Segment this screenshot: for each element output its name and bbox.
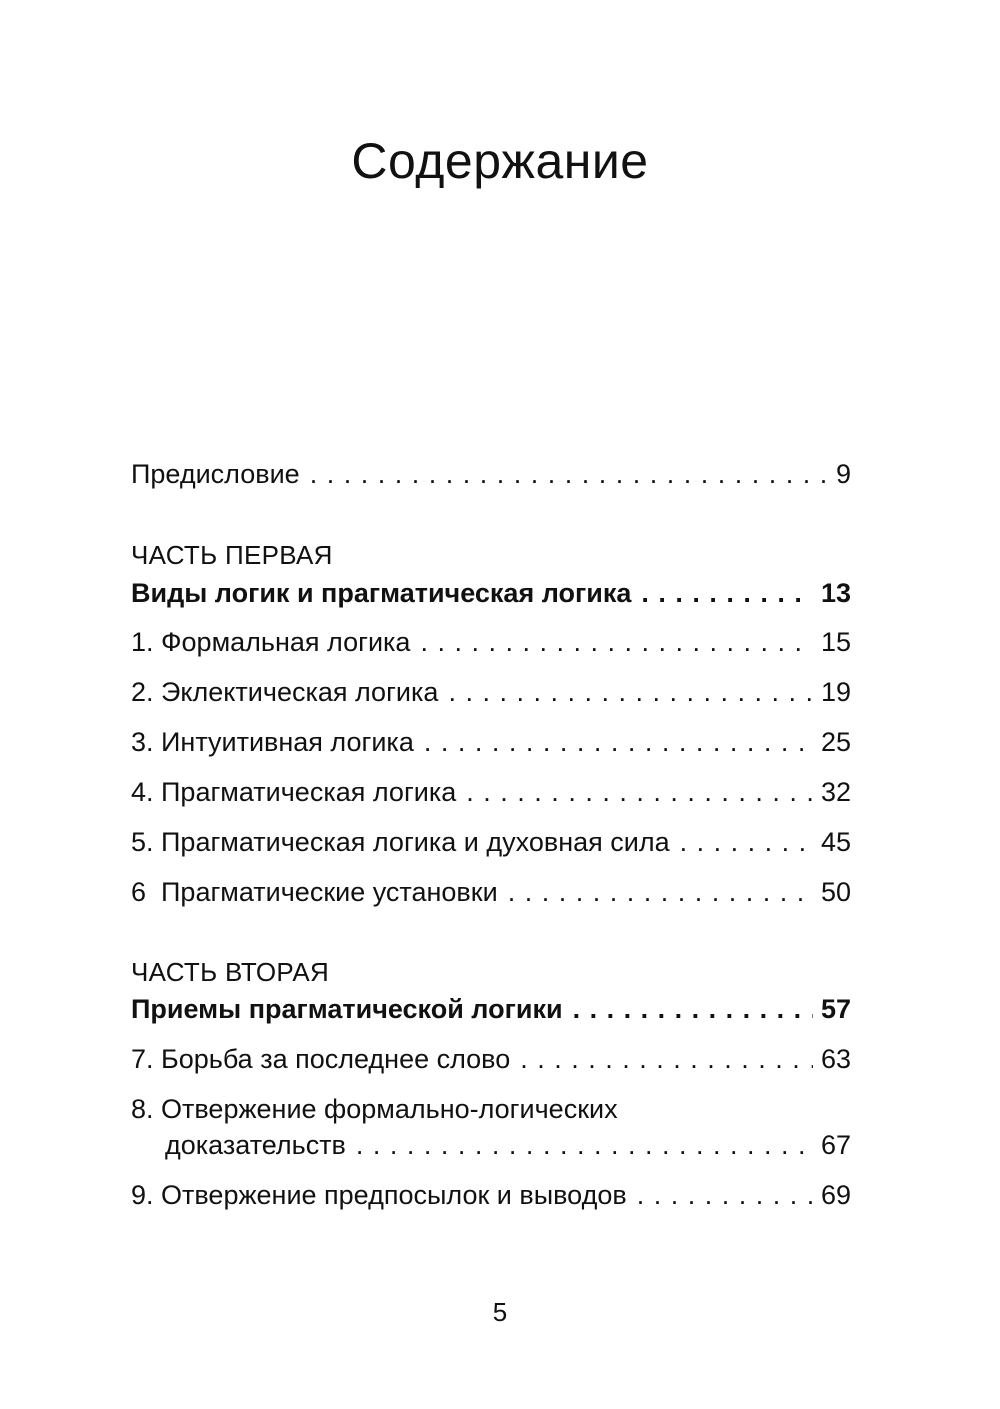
toc-entry-label: 5. Прагматическая логика и духовная сила (131, 827, 670, 857)
toc-entry-chapter-5[interactable] (131, 824, 851, 860)
toc-entry-page: 13 (820, 578, 851, 608)
dot-leader (420, 624, 813, 660)
toc-entry-page: 45 (820, 827, 851, 857)
toc-entry-part-two[interactable] (131, 991, 851, 1027)
dot-leader (573, 991, 813, 1027)
toc-entry-page: 15 (820, 627, 851, 657)
toc-entry-label: 6 Прагматические установки (131, 877, 498, 907)
toc-entry-label: 2. Эклектическая логика (131, 677, 439, 707)
dot-leader (466, 774, 813, 810)
toc-entry-chapter-1[interactable] (131, 624, 851, 660)
toc-entry-chapter-8-line1[interactable]: 8. Отвержение формально-логических (131, 1094, 618, 1124)
part-one-heading: ЧАСТЬ ПЕРВАЯ (131, 540, 333, 570)
toc-entry-label: 9. Отвержение предпосылок и выводов (131, 1180, 627, 1210)
toc-entry-page: 63 (820, 1044, 851, 1074)
toc-entry-page: 69 (820, 1180, 851, 1210)
dot-leader (310, 456, 828, 492)
toc-entry-page: 9 (835, 459, 851, 489)
dot-leader (448, 674, 813, 710)
toc-entry-label: 3. Интуитивная логика (131, 727, 414, 757)
toc-entry-chapter-9[interactable] (131, 1177, 851, 1213)
toc-entry-page: 57 (820, 994, 851, 1024)
toc-entry-label: Приемы прагматической логики (131, 994, 563, 1024)
toc-entry-label: 4. Прагматическая логика (131, 777, 457, 807)
toc-entry-page: 50 (820, 877, 851, 907)
toc-entry-chapter-6[interactable] (131, 874, 851, 910)
toc-entry-page: 25 (820, 727, 851, 757)
toc-entry-label: доказательств (165, 1130, 346, 1160)
dot-leader (641, 575, 813, 611)
toc-entry-chapter-3[interactable] (131, 724, 851, 760)
page-number: 5 (492, 1297, 508, 1327)
dot-leader (637, 1177, 813, 1213)
part-two-heading: ЧАСТЬ ВТОРАЯ (131, 957, 330, 987)
toc-entry-chapter-7[interactable] (131, 1041, 851, 1077)
page-title: Содержание (351, 133, 649, 189)
dot-leader (520, 1041, 813, 1077)
dot-leader (424, 724, 813, 760)
toc-entry-chapter-2[interactable] (131, 674, 851, 710)
toc-entry-chapter-4[interactable] (131, 774, 851, 810)
toc-entry-part-one[interactable] (131, 575, 851, 611)
toc-entry-label: 7. Борьба за последнее слово (131, 1044, 511, 1074)
toc-entry-page: 67 (820, 1130, 851, 1160)
toc-entry-page: 32 (820, 777, 851, 807)
toc-entry-page: 19 (820, 677, 851, 707)
toc-entry-chapter-8[interactable] (131, 1127, 851, 1163)
toc-entry-label: Предисловие (131, 459, 300, 489)
toc-entry-label: 1. Формальная логика (131, 627, 411, 657)
dot-leader (680, 824, 813, 860)
toc-entry-preface[interactable] (131, 456, 851, 492)
dot-leader (356, 1127, 813, 1163)
toc-entry-label: Виды логик и прагматическая логика (131, 578, 632, 608)
dot-leader (508, 874, 813, 910)
